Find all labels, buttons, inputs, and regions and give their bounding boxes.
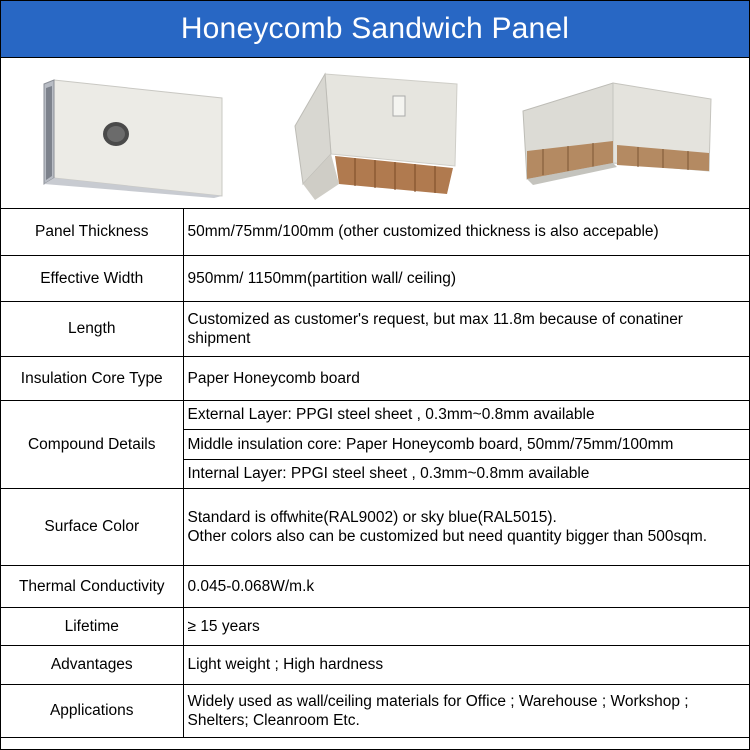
table-row (1, 255, 749, 301)
compound-external: External Layer: PPGI steel sheet , 0.3mm~0.8mm available (183, 400, 749, 429)
row-value: Customized as customer's request, but max 11.8m because of conatiner shipment (183, 301, 749, 356)
title-bar (1, 1, 749, 58)
table-row (1, 488, 749, 565)
row-value: 950mm/ 1150mm(partition wall/ ceiling) (183, 255, 749, 301)
panel-open-honeycomb-image (265, 66, 485, 201)
row-label: Panel Thickness (1, 209, 183, 255)
table-row (1, 565, 749, 607)
row-label: Insulation Core Type (1, 356, 183, 400)
panel-front-icon (32, 68, 232, 198)
page-title: Honeycomb Sandwich Panel (180, 12, 570, 45)
panel-joined-cross-section-image (508, 66, 728, 201)
row-value: Widely used as wall/ceiling materials for Office ; Warehouse ; Workshop ; Shelters; Cleanroom Etc. (183, 684, 749, 737)
compound-middle: Middle insulation core: Paper Honeycomb board, 50mm/75mm/100mm (183, 429, 749, 459)
row-label: Surface Color (1, 488, 183, 565)
table-row (1, 400, 749, 429)
row-label: Compound Details (1, 400, 183, 488)
row-label: Effective Width (1, 255, 183, 301)
row-value: ≥ 15 years (183, 607, 749, 645)
panel-front-image (22, 66, 242, 201)
row-value: Paper Honeycomb board (183, 356, 749, 400)
row-value (183, 488, 749, 565)
color-line-2: Other colors also can be customized but need quantity bigger than 500sqm. (187, 527, 708, 545)
row-value: 50mm/75mm/100mm (other customized thickness is also accepable) (183, 209, 749, 255)
spec-table (1, 209, 749, 738)
row-label: Advantages (1, 645, 183, 684)
row-label: Thermal Conductivity (1, 565, 183, 607)
table-row (1, 356, 749, 400)
row-label: Length (1, 301, 183, 356)
color-line-1: Standard is offwhite(RAL9002) or sky blue(RAL5015). (187, 508, 557, 526)
compound-internal: Internal Layer: PPGI steel sheet , 0.3mm~0.8mm available (183, 459, 749, 488)
table-row (1, 645, 749, 684)
row-value: Light weight ; High hardness (183, 645, 749, 684)
product-images (1, 58, 749, 209)
panel-cross-section-icon (513, 71, 723, 196)
table-row (1, 301, 749, 356)
row-value: 0.045-0.068W/m.k (183, 565, 749, 607)
row-label: Applications (1, 684, 183, 737)
row-label: Lifetime (1, 607, 183, 645)
panel-honeycomb-icon (275, 66, 475, 201)
table-row (1, 607, 749, 645)
table-row (1, 684, 749, 737)
table-row (1, 209, 749, 255)
